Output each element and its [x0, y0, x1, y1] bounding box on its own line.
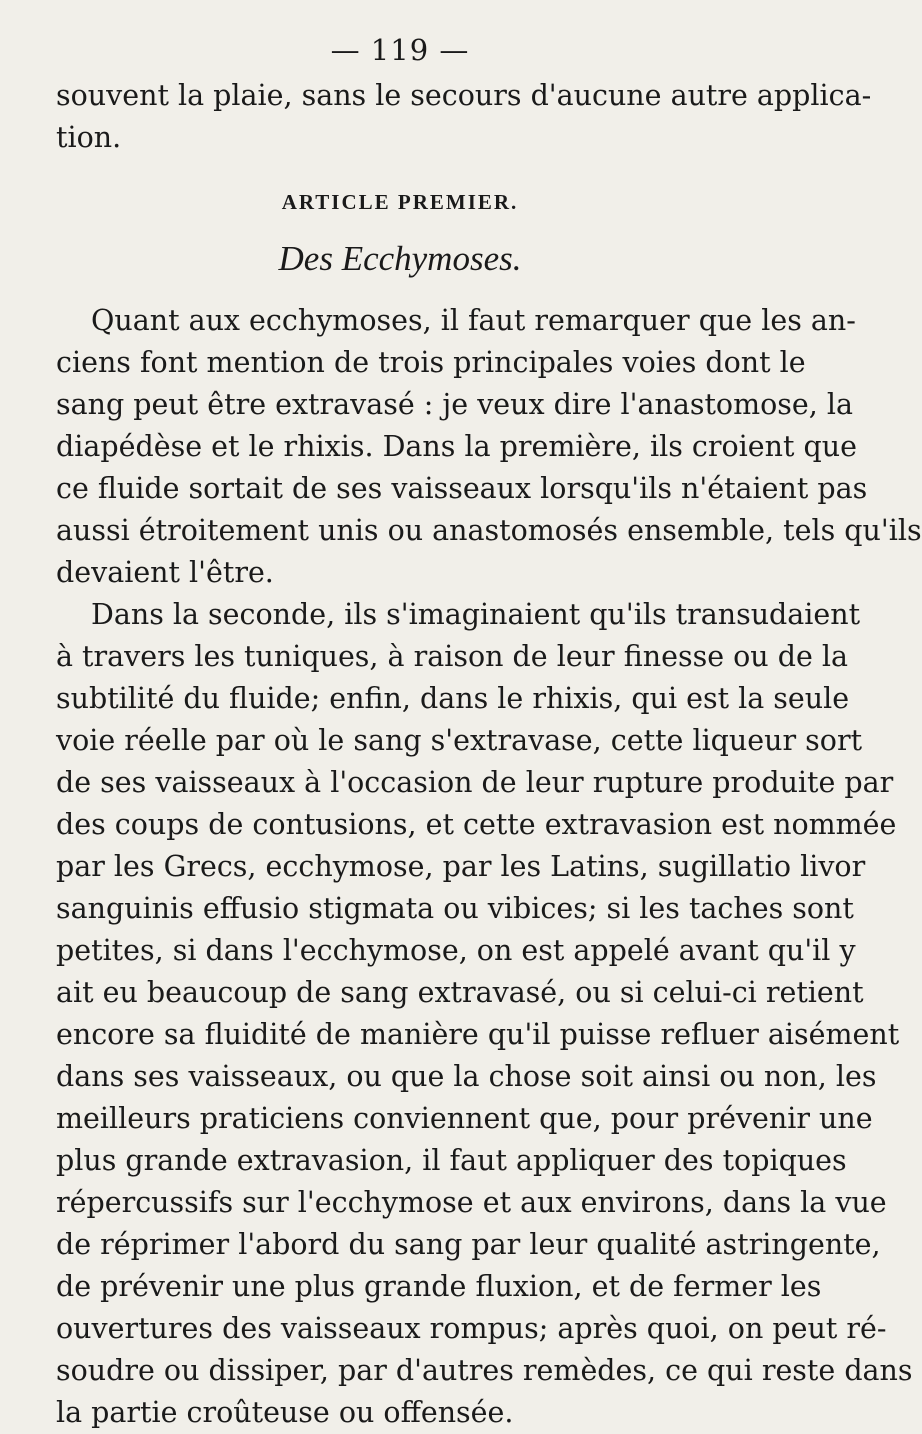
paragraph-line: encore sa fluidité de manière qu'il puisse refluer aisément — [56, 1018, 900, 1051]
paragraph-line: soudre ou dissiper, par d'autres remèdes, ce qui reste dans — [56, 1354, 913, 1387]
text-line: souvent la plaie, sans le secours d'aucune autre applica- — [56, 79, 872, 112]
paragraph-line: plus grande extravasion, il faut appliquer des topiques — [56, 1144, 847, 1177]
paragraph-line: sang peut être extravasé : je veux dire l'anastomose, la — [56, 388, 853, 421]
paragraph-line: des coups de contusions, et cette extravasion est nommée — [56, 808, 897, 841]
paragraph-line: Dans la seconde, ils s'imaginaient qu'ils transudaient — [91, 598, 861, 631]
paragraph-line: la partie croûteuse ou offensée. — [56, 1396, 514, 1429]
paragraph-line: diapédèse et le rhixis. Dans la première, ils croient que — [56, 430, 857, 463]
paragraph-line: subtilité du fluide; enfin, dans le rhixis, qui est la seule — [56, 682, 850, 715]
paragraph-line: de réprimer l'abord du sang par leur qualité astringente, — [56, 1228, 881, 1261]
paragraph-line: sanguinis effusio stigmata ou vibices; si les taches sont — [56, 892, 854, 925]
text-line: tion. — [56, 121, 122, 154]
paragraph-line: Quant aux ecchymoses, il faut remarquer que les an- — [91, 304, 856, 337]
section-title: Des Ecchymoses. — [278, 239, 522, 278]
paragraph-line: répercussifs sur l'ecchymose et aux environs, dans la vue — [56, 1186, 887, 1219]
paragraph-line: de ses vaisseaux à l'occasion de leur rupture produite par — [56, 766, 894, 799]
paragraph-line: ouvertures des vaisseaux rompus; après quoi, on peut ré- — [56, 1312, 887, 1345]
paragraph-line: ce fluide sortait de ses vaisseaux lorsqu'ils n'étaient pas — [56, 472, 868, 505]
page-number: — 119 — — [330, 33, 470, 67]
paragraph-line: meilleurs praticiens conviennent que, pour prévenir une — [56, 1102, 873, 1135]
paragraph-line: de prévenir une plus grande fluxion, et de fermer les — [56, 1270, 822, 1303]
paragraph-line: ciens font mention de trois principales voies dont le — [56, 346, 806, 379]
paragraph-line: devaient l'être. — [56, 556, 274, 589]
paragraph-line: voie réelle par où le sang s'extravase, cette liqueur sort — [56, 724, 863, 757]
paragraph-line: ait eu beaucoup de sang extravasé, ou si celui-ci retient — [56, 976, 864, 1009]
paragraph-line: petites, si dans l'ecchymose, on est appelé avant qu'il y — [56, 934, 856, 967]
paragraph-line: à travers les tuniques, à raison de leur finesse ou de la — [56, 640, 848, 673]
article-heading: ARTICLE PREMIER. — [281, 190, 519, 214]
paragraph-line: dans ses vaisseaux, ou que la chose soit ainsi ou non, les — [56, 1060, 877, 1093]
paragraph-line: par les Grecs, ecchymose, par les Latins, sugillatio livor — [56, 850, 866, 883]
paragraph-line: aussi étroitement unis ou anastomosés ensemble, tels qu'ils — [56, 514, 922, 547]
